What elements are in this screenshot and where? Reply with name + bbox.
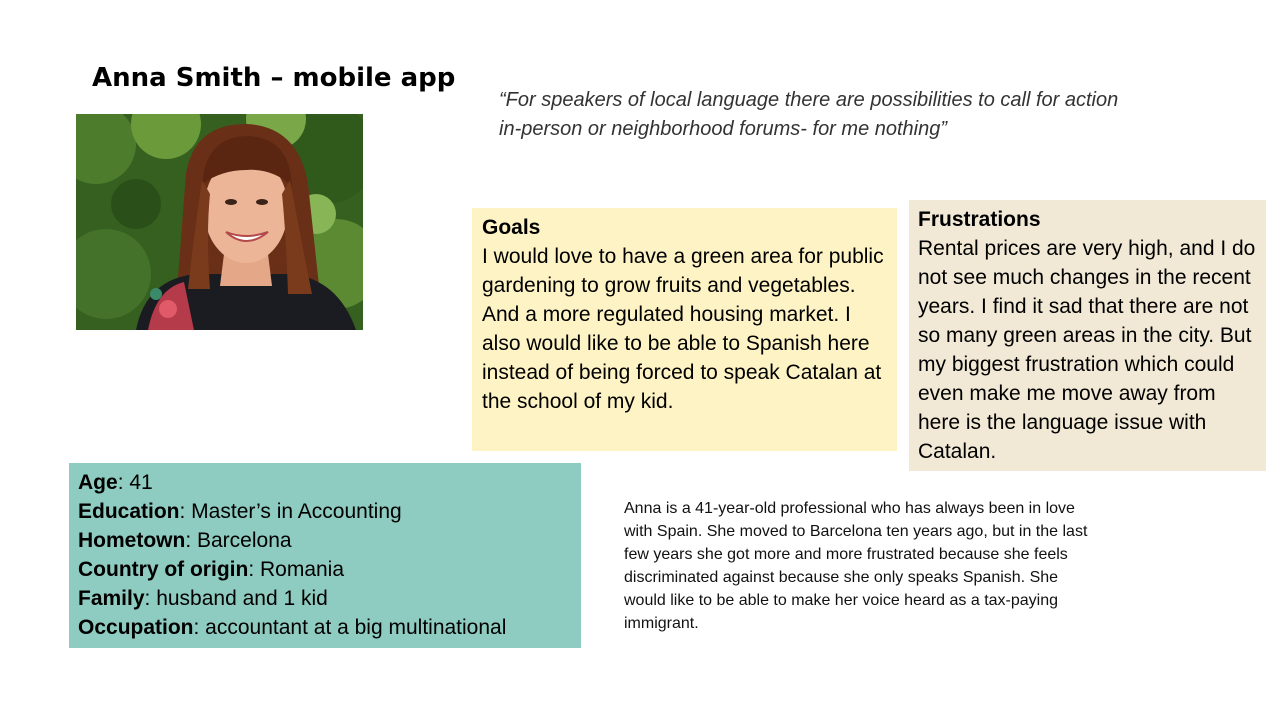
fact-family — [78, 584, 572, 613]
frustrations-text: Rental prices are very high, and I do not see much changes in the recent years. I find it sad that there are not so many green areas in the city. But my biggest frustration which could even make me move away from here is the language issue with Catalan. — [918, 237, 1256, 463]
fact-label: Education — [78, 500, 180, 523]
goals-box — [472, 208, 897, 451]
persona-photo — [76, 114, 363, 330]
fact-occupation — [78, 613, 572, 642]
fact-value: : husband and 1 kid — [144, 587, 328, 610]
fact-label: Country of origin — [78, 558, 249, 581]
page-title: Anna Smith – mobile app — [92, 63, 456, 93]
frustrations-heading: Frustrations — [918, 208, 1041, 231]
frustrations-box — [909, 200, 1266, 471]
fact-label: Family — [78, 587, 145, 610]
fact-value: : accountant at a big multinational — [193, 616, 507, 639]
fact-country-of-origin — [78, 555, 572, 584]
fact-label: Occupation — [78, 616, 194, 639]
goals-text: I would love to have a green area for public gardening to grow fruits and vegetables. And a more regulated housing market. I also would like to be able to Spanish here instead of being forced to speak Catalan at the school of my kid. — [482, 245, 884, 413]
fact-age — [78, 468, 572, 497]
fact-label: Age — [78, 471, 118, 494]
fact-value: : Romania — [248, 558, 345, 581]
portrait-image — [76, 114, 363, 330]
fact-hometown — [78, 526, 572, 555]
goals-heading: Goals — [482, 216, 541, 239]
persona-quote: “For speakers of local language there are possibilities to call for action in-person or neighborhood forums- for me nothing” — [499, 89, 1119, 140]
persona-bio: Anna is a 41-year-old professional who has always been in love with Spain. She moved to Barcelona ten years ago, but in the last few years she got more and more frustrated because she feels discriminated against because she only speaks Spanish. She would like to be able to make her voice heard as a tax-paying immigrant. — [624, 500, 1088, 632]
fact-value: : Barcelona — [185, 529, 292, 552]
persona-facts-box — [69, 463, 581, 648]
fact-education — [78, 497, 572, 526]
fact-value: : Master’s in Accounting — [179, 500, 402, 523]
fact-label: Hometown — [78, 529, 186, 552]
fact-value: : 41 — [117, 471, 153, 494]
